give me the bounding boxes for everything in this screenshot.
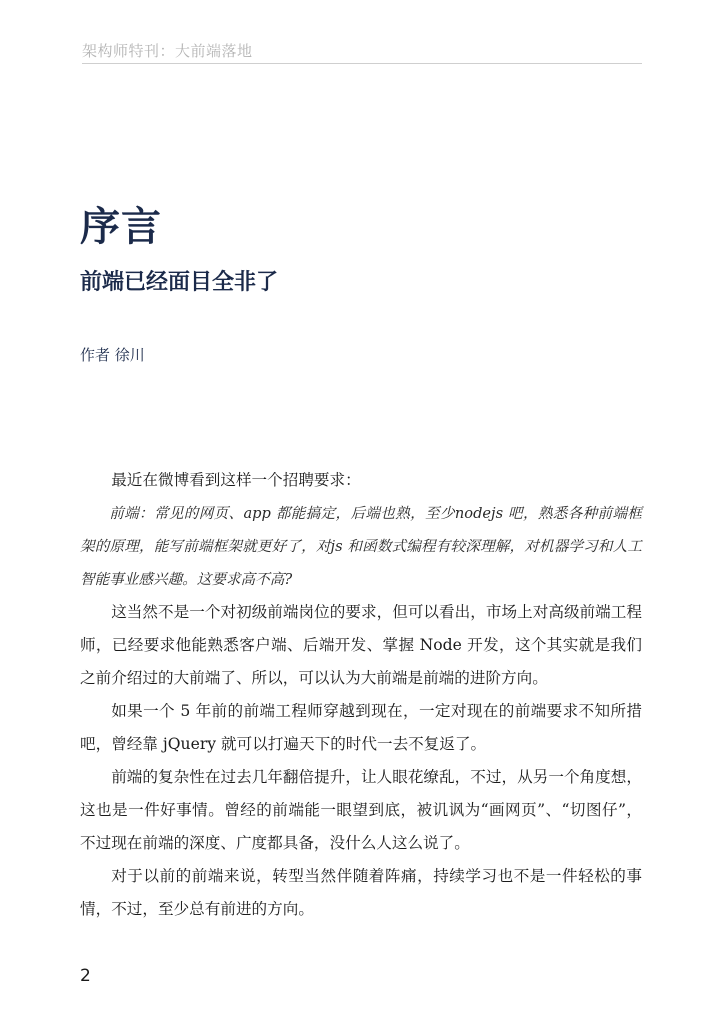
body-paragraph-1: 这当然不是一个对初级前端岗位的要求，但可以看出，市场上对高级前端工程师，已经要求他能熟悉客户端、后端开发、掌握 Node 开发，这个其实就是我们之前介绍过的大前端了、所以，可以认为大前端是前端的进阶方向。 <box>80 603 642 687</box>
header-divider <box>82 63 642 64</box>
chapter-title: 序言 <box>80 204 162 250</box>
author-line: 作者 徐川 <box>80 346 145 364</box>
article-body <box>80 464 642 926</box>
body-paragraph-2: 如果一个 5 年前的前端工程师穿越到现在，一定对现在的前端要求不知所措吧，曾经靠 jQuery 就可以打遍天下的时代一去不复返了。 <box>80 702 642 753</box>
chapter-subtitle: 前端已经面目全非了 <box>80 270 279 295</box>
page-number: 2 <box>80 966 91 986</box>
intro-paragraph: 最近在微博看到这样一个招聘要求： <box>111 471 361 489</box>
running-header: 架构师特刊：大前端落地 <box>82 42 253 60</box>
body-paragraph-4: 对于以前的前端来说，转型当然伴随着阵痛，持续学习也不是一件轻松的事情，不过，至少总有前进的方向。 <box>80 867 642 918</box>
body-paragraph-3: 前端的复杂性在过去几年翻倍提升，让人眼花缭乱，不过，从另一个角度想，这也是一件好事情。曾经的前端能一眼望到底，被讥讽为“画网页”、“切图仔”，不过现在前端的深度、广度都具备，没什么人这么说了。 <box>80 768 642 852</box>
job-requirement-quote: 前端：常见的网页、app 都能搞定，后端也熟，至少nodejs 吧，熟悉各种前端框架的原理，能写前端框架就更好了，对js 和函数式编程有较深理解，对机器学习和人工智能事业感兴趣。这要求高不高? <box>80 505 642 588</box>
